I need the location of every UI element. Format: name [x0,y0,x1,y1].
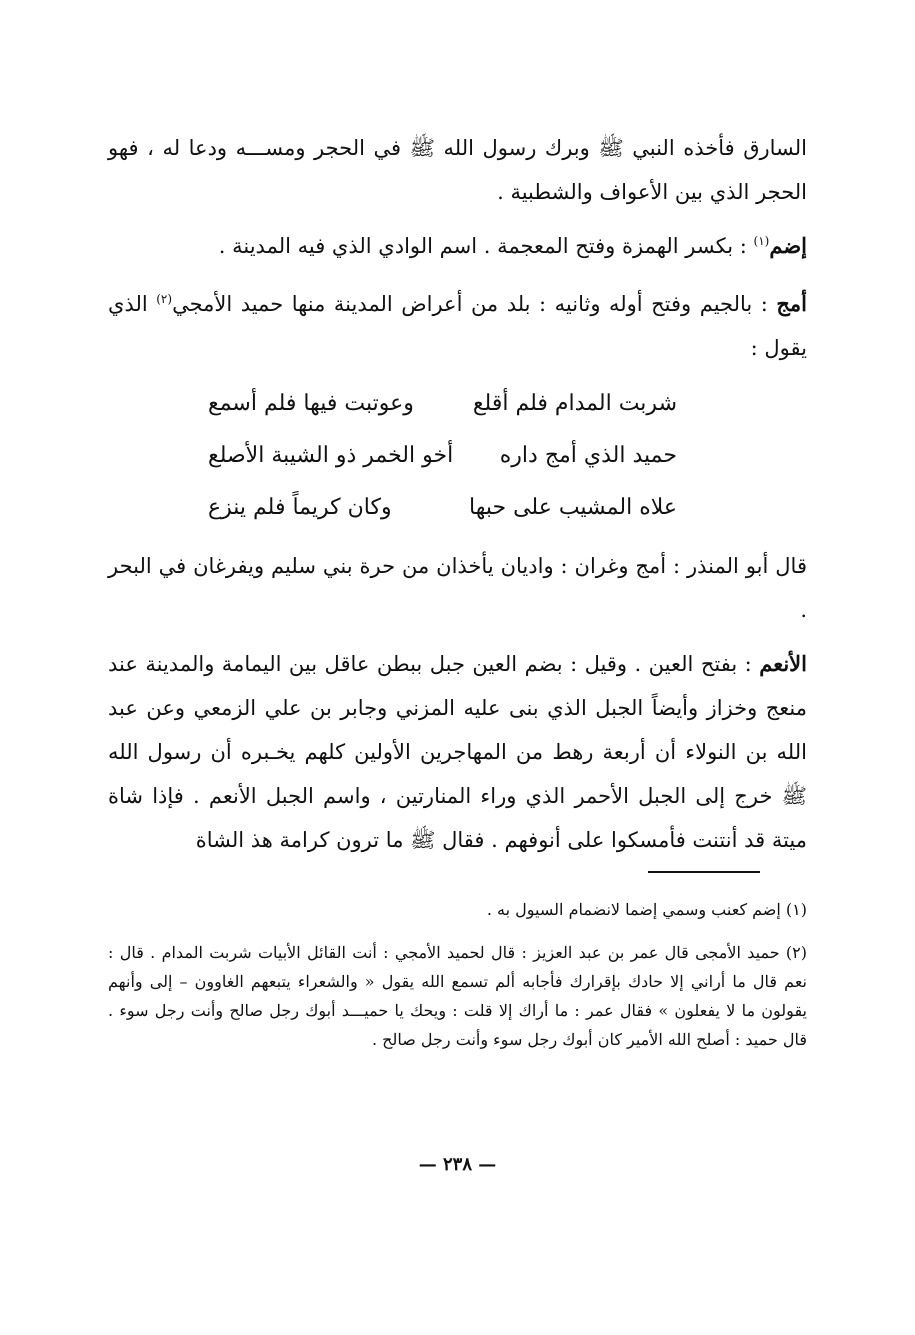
footnote-ref-2[interactable]: (٢) [156,292,173,306]
main-text [108,126,807,862]
verse-first-hemistich: علاه المشيب على حبها [469,495,677,520]
paragraph-idam [108,224,807,268]
verse-first-hemistich: شربت المدام فلم أقلع [472,391,677,416]
verse-second-hemistich: أخو الخمر ذو الشيبة الأصلع [208,443,454,468]
paragraph-amaj [108,282,807,370]
poem [108,378,807,534]
footnote-ref-1[interactable]: (١) [753,234,770,248]
paragraph-abu-al-mundhir: قال أبو المنذر : أمج وغران : واديان يأخذان من حرة بني سليم ويفرغان في البحر . [108,554,807,622]
paragraph-1: السارق فأخذه النبي ﷺ وبرك رسول الله ﷺ في الحجر ومســـه ودعا له ، فهو الحجر الذي بين الأعواف والشطبية . [108,136,807,204]
entry-term-amaj: أمج [776,291,807,316]
footnotes [108,895,807,1054]
entry-text-alanam: : بفتح العين . وقيل : بضم العين جبل ببطن عاقل بين اليمامة والمدينة عند منعج وخزاز وأيضاً الجبل الذي بنى عليه المزني وجابر بن علي الزمعي وعن عبد الله بن النولاء أن أربعة رهط من المهاجرين الأولين كلهم يخـبره أن رسول الله ﷺ خرج إلى الجبل الأحمر الذي وراء المنارتين ، واسم الجبل الأنعم . فإذا شاة ميتة قد أنتنت فأمسكوا على أنوفهم . فقال ﷺ ما ترون كرامة هذ الشاة [108,652,807,852]
poem-verse [208,430,677,482]
entry-term-idam: إضم [769,233,807,258]
poem-verse [208,482,677,534]
footnote-separator [648,871,760,873]
footnote-1: (١) إضم كعنب وسمي إضما لانضمام السيول به . [486,900,807,919]
entry-text-amaj: : بالجيم وفتح أوله وثانيه : بلد من أعراض المدينة منها حميد الأمجي [172,292,768,316]
verse-first-hemistich: حميد الذي أمج داره [499,443,677,468]
poem-verse [208,378,677,430]
footnote-2: (٢) حميد الأمجى قال عمر بن عبد العزيز : قال لحميد الأمجي : أنت القائل الأبيات شربت المدام . قال : نعم قال ما أراني إلا حادك بإقرارك فأجابه ألم تسمع الله يقول « والشعراء يتبعهم الغاوون – إلى وأنهم يقولون ما لا يفعلون » فقال عمر : ما أراك إلا قلت : ويحك يا حميـــد أبوك رجل صالح وأنت رجل سوء . قال حميد : أصلح الله الأمير كان أبوك رجل سوء وأنت رجل صالح . [108,943,807,1049]
entry-text-amaj-tail: الذي يقول : [108,292,807,360]
page-number: — ٢٣٨ — [418,1154,497,1175]
paragraph-alanam [108,642,807,862]
verse-second-hemistich: وكان كريماً فلم ينزع [208,495,392,520]
verse-second-hemistich: وعوتبت فيها فلم أسمع [208,391,414,416]
entry-text-idam: : بكسر الهمزة وفتح المعجمة . اسم الوادي الذي فيه المدينة . [218,234,747,258]
entry-term-alanam: الأنعم [759,651,807,676]
